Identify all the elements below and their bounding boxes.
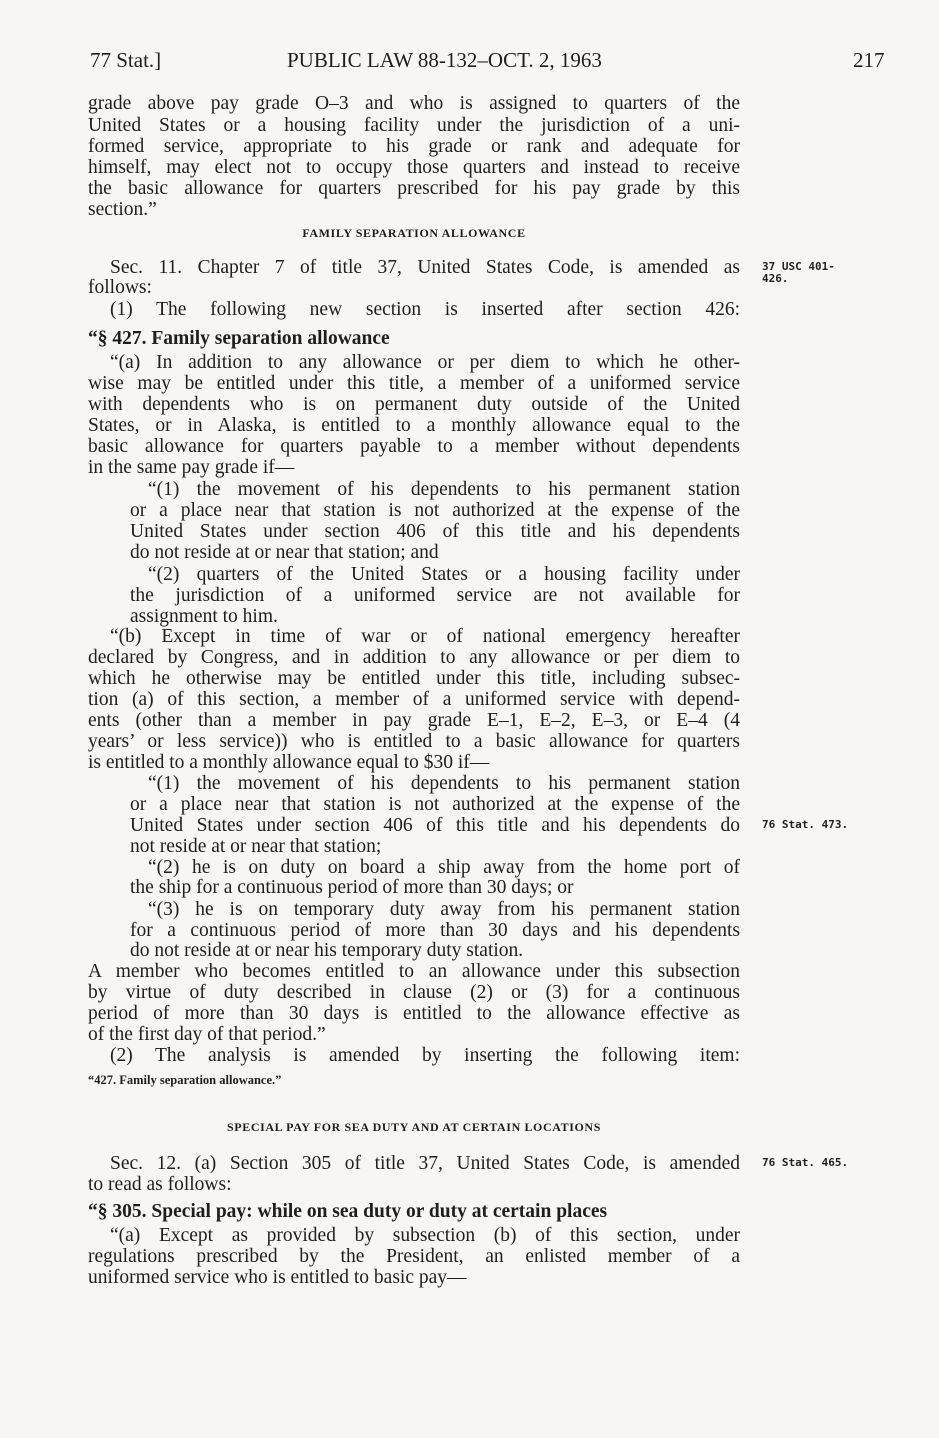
text-line: follows: xyxy=(88,277,152,298)
text-line: or a place near that station is not authorized at the expense of the xyxy=(130,500,740,521)
text-line: do not reside at or near his temporary duty station. xyxy=(130,940,524,961)
section-heading: SPECIAL PAY FOR SEA DUTY AND AT CERTAIN LOCATIONS xyxy=(227,1120,601,1134)
text-line: do not reside at or near that station; and xyxy=(130,542,439,563)
text-line: “(1) the movement of his dependents to his permanent station xyxy=(148,479,740,500)
text-line: A member who becomes entitled to an allowance under this subsection xyxy=(88,961,740,982)
text-line: of the first day of that period.” xyxy=(88,1024,326,1045)
text-line: the ship for a continuous period of more than 30 days; or xyxy=(130,877,574,898)
page-number: 217 xyxy=(853,48,885,72)
margin-note: 76 Stat. 465. xyxy=(762,1156,849,1169)
text-line: or a place near that station is not authorized at the expense of the xyxy=(130,794,740,815)
text-line: with dependents who is on permanent duty outside of the United xyxy=(88,394,740,415)
text-line: basic allowance for quarters payable to a member without dependents xyxy=(88,436,740,457)
text-line: not reside at or near that station; xyxy=(130,836,382,857)
text-line: “(1) the movement of his dependents to his permanent station xyxy=(148,773,740,794)
text-line: United States under section 406 of this title and his dependents do xyxy=(130,815,740,836)
text-line: which he otherwise may be entitled under this title, including subsec- xyxy=(88,668,740,689)
analysis-item: “427. Family separation allowance.” xyxy=(88,1073,282,1087)
text-line: by virtue of duty described in clause (2) or (3) for a continuous xyxy=(88,982,740,1003)
text-line: “(a) Except as provided by subsection (b) of this section, under xyxy=(110,1225,740,1246)
text-line: United States or a housing facility under the jurisdiction of a uni- xyxy=(88,115,740,136)
text-line: section.” xyxy=(88,199,157,220)
text-line: ents (other than a member in pay grade E–1, E–2, E–3, or E–4 (4 xyxy=(88,710,740,731)
running-title: PUBLIC LAW 88-132–OCT. 2, 1963 xyxy=(287,48,602,72)
text-line: assignment to him. xyxy=(130,606,278,627)
text-line: is entitled to a monthly allowance equal to $30 if— xyxy=(88,752,490,773)
text-line: United States under section 406 of this title and his dependents xyxy=(130,521,740,542)
text-line: “(a) In addition to any allowance or per diem to which he other- xyxy=(110,352,740,373)
text-line: “(b) Except in time of war or of national emergency hereafter xyxy=(110,626,740,647)
text-line: declared by Congress, and in addition to any allowance or per diem to xyxy=(88,647,740,668)
text-line: himself, may elect not to occupy those quarters and instead to receive xyxy=(88,157,740,178)
text-line: uniformed service who is entitled to basic pay— xyxy=(88,1267,467,1288)
text-line: period of more than 30 days is entitled to the allowance effective as xyxy=(88,1003,740,1024)
text-line: tion (a) of this section, a member of a uniformed service with depend- xyxy=(88,689,740,710)
text-line: grade above pay grade O–3 and who is assigned to quarters of the xyxy=(88,93,740,114)
text-line: for a continuous period of more than 30 days and his dependents xyxy=(130,920,740,941)
text-line: “(3) he is on temporary duty away from his permanent station xyxy=(148,899,740,920)
text-line: the jurisdiction of a uniformed service are not available for xyxy=(130,585,740,606)
section-title: “§ 305. Special pay: while on sea duty or duty at certain places xyxy=(88,1201,608,1222)
text-line: “(2) he is on duty on board a ship away from the home port of xyxy=(148,857,740,878)
text-line: “(2) quarters of the United States or a housing facility under xyxy=(148,564,740,585)
text-line: years’ or less service)) who is entitled to a basic allowance for quarters xyxy=(88,731,740,752)
volume-reference: 77 Stat.] xyxy=(90,48,162,72)
text-line: formed service, appropriate to his grade or rank and adequate for xyxy=(88,136,740,157)
text-line: to read as follows: xyxy=(88,1174,232,1195)
margin-note: 76 Stat. 473. xyxy=(762,818,849,831)
section-title: “§ 427. Family separation allowance xyxy=(88,328,390,349)
section-heading: FAMILY SEPARATION ALLOWANCE xyxy=(302,226,526,240)
text-line: Sec. 12. (a) Section 305 of title 37, United States Code, is amended xyxy=(110,1153,740,1174)
text-line: (2) The analysis is amended by inserting the following item: xyxy=(110,1045,740,1066)
text-line: (1) The following new section is inserted after section 426: xyxy=(110,299,740,320)
text-line: the basic allowance for quarters prescribed for his pay grade by this xyxy=(88,178,740,199)
margin-note: 37 USC 401- 426. xyxy=(762,260,835,285)
text-line: Sec. 11. Chapter 7 of title 37, United States Code, is amended as xyxy=(110,257,740,278)
text-line: in the same pay grade if— xyxy=(88,457,295,478)
text-line: regulations prescribed by the President, an enlisted member of a xyxy=(88,1246,740,1267)
text-line: States, or in Alaska, is entitled to a monthly allowance equal to the xyxy=(88,415,740,436)
text-line: wise may be entitled under this title, a member of a uniformed service xyxy=(88,373,740,394)
